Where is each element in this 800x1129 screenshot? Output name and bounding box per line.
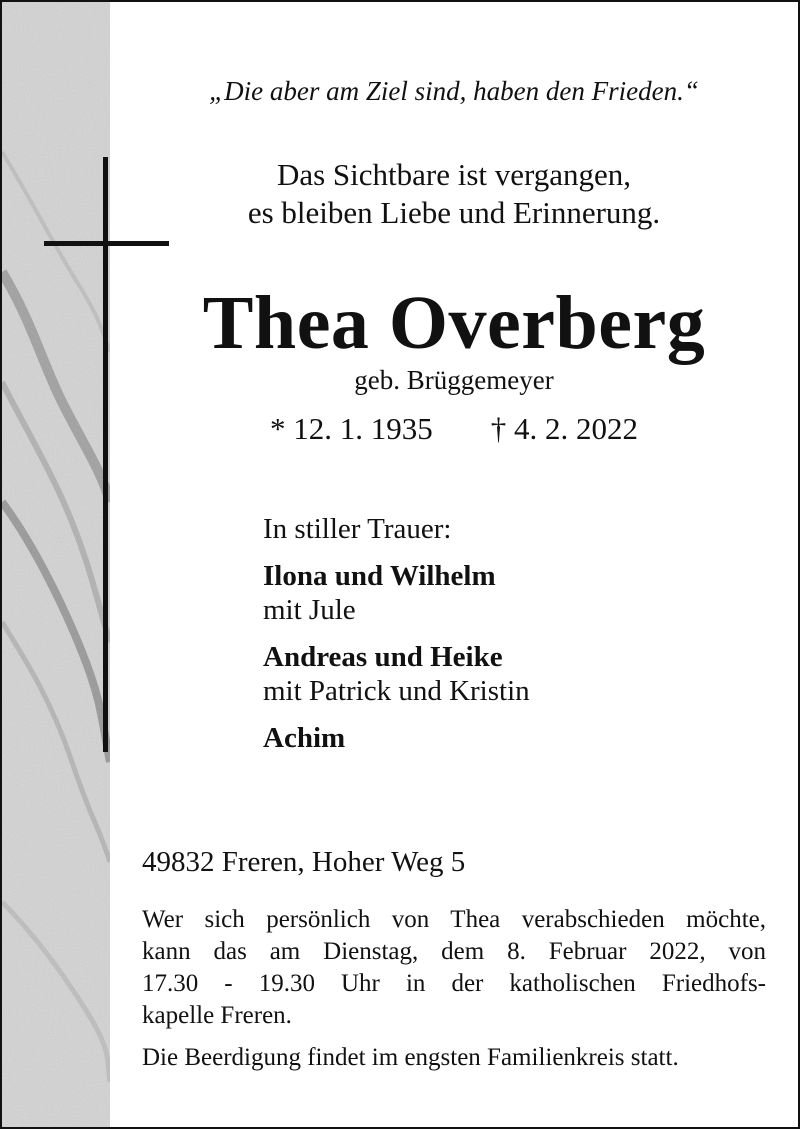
mourners-block — [263, 512, 530, 755]
marble-texture-strip — [2, 2, 110, 1127]
mourner-names: Achim — [263, 722, 346, 754]
mourner-with: mit Patrick und Kristin — [263, 675, 530, 707]
verse-line: Das Sichtbare ist vergangen, — [276, 157, 632, 192]
address: 49832 Freren, Hoher Weg 5 — [142, 846, 466, 878]
cross-vertical-bar — [103, 157, 108, 752]
mourner-names: Ilona und Wilhelm — [263, 560, 496, 592]
mourner-with: mit Jule — [263, 594, 356, 626]
life-dates — [112, 411, 796, 447]
mourner-group — [263, 640, 530, 708]
mourner-group — [263, 559, 530, 627]
farewell-line: kann das am Dienstag, dem 8. Februar 2022, von — [142, 938, 766, 965]
verse-line: es bleiben Liebe und Erinnerung. — [247, 195, 661, 230]
farewell-info — [142, 904, 766, 1032]
cross-horizontal-bar — [44, 241, 169, 246]
motto-quote: „Die aber am Ziel sind, haben den Frieden.“ — [209, 76, 699, 106]
deceased-name: Thea Overberg — [202, 281, 706, 365]
death-date: † 4. 2. 2022 — [490, 411, 638, 446]
verse — [112, 156, 796, 232]
birth-name: geb. Brüggemeyer — [354, 365, 554, 395]
funeral-note: Die Beerdigung findet im engsten Familienkreis statt. — [142, 1044, 679, 1071]
mourner-group — [263, 721, 530, 755]
mourner-names: Andreas und Heike — [263, 641, 503, 673]
birth-date: * 12. 1. 1935 — [270, 411, 433, 446]
farewell-line: Wer sich persönlich von Thea verabschieden möchte, — [142, 906, 766, 933]
mourners-heading: In stiller Trauer: — [263, 513, 452, 545]
farewell-line: 17.30 - 19.30 Uhr in der katholischen Friedhofs- — [142, 970, 766, 997]
farewell-line: kapelle Freren. — [142, 1002, 292, 1029]
